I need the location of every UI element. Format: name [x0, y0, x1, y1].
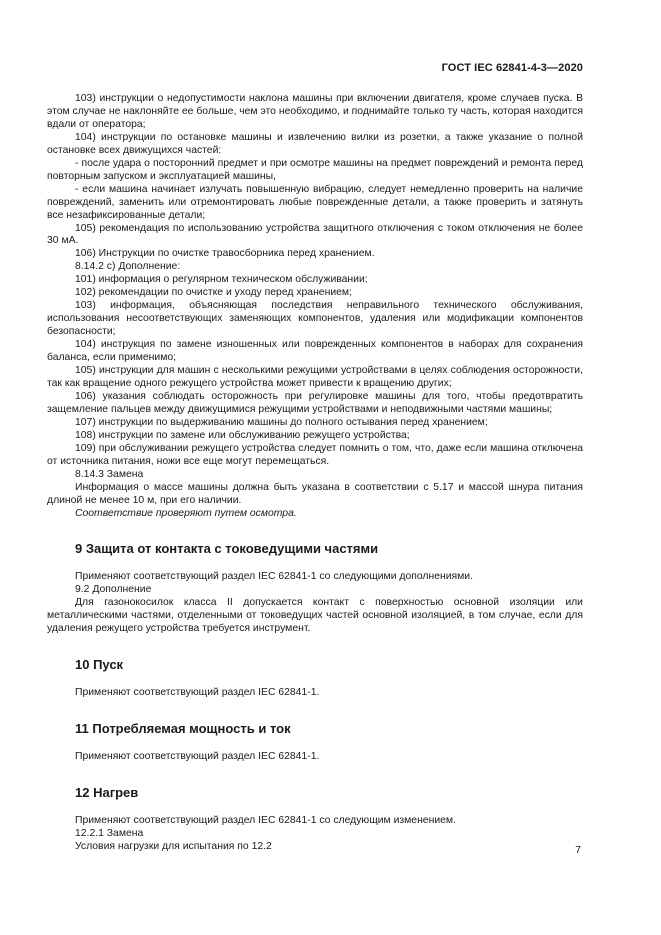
section-10-text: Применяют соответствующий раздел IEC 62841-1. — [75, 687, 320, 699]
page-number: 7 — [575, 845, 581, 856]
subclause-8-14-3: 8.14.3 Замена — [75, 468, 144, 480]
section-9-intro: Применяют соответствующий раздел IEC 62841-1 со следующими дополнениями. — [75, 571, 473, 583]
section-9-title: 9 Защита от контакта с токоведущими частями — [75, 541, 379, 557]
item-106: 106) Инструкции по очистке травосборника перед хранением. — [75, 248, 375, 260]
addition-103: 103) информация, объясняющая последствия неправильного технического обслуживания, использования несоответствующих заменяющих компонентов, удаления или модификации компонентов безопасности; — [47, 300, 583, 338]
subclause-8-14-3-text: Информация о массе машины должна быть указана в соответствии с 5.17 и массой шнура питания длиной не менее 10 м, при его наличии. — [47, 481, 583, 506]
document-body — [47, 93, 583, 854]
document-header: ГОСТ IEC 62841-4-3—2020 — [441, 62, 583, 74]
section-12-title: 12 Нагрев — [75, 785, 139, 801]
subclause-8-14-2-c: 8.14.2 c) Дополнение: — [75, 261, 181, 273]
addition-105: 105) инструкции для машин с несколькими режущими устройствами в целях соблюдения осторожности, так как вращение одного режущего устройства может привести к вращению других; — [47, 365, 583, 389]
item-104: 104) инструкции по остановке машины и извлечению вилки из розетки, а также указание о полной остановке всех движущихся частей: — [47, 131, 583, 156]
item-104-bullet-b: - если машина начинает излучать повышенную вибрацию, следует немедленно проверить на наличие повреждений, заменить или отремонтировать любые поврежденные детали, а также проверить и затянуть все незафиксированные детали; — [47, 183, 583, 221]
section-12-intro: Применяют соответствующий раздел IEC 62841-1 со следующим изменением. — [75, 815, 456, 827]
subclause-9-2-text: Для газонокосилок класса II допускается контакт с поверхностью основной изоляции или металлическими частями, отделенными от токоведущих частей основной изоляцией, в том случае, если для удаления режущего устройства требуется инструмент. — [47, 597, 583, 635]
addition-102: 102) рекомендации по очистке и уходу перед хранением; — [75, 287, 352, 299]
compliance-check: Соответствие проверяют путем осмотра. — [75, 507, 297, 519]
addition-109: 109) при обслуживании режущего устройства следует помнить о том, что, даже если машина отключена от источника питания, ножи все еще могут перемещаться. — [47, 442, 583, 467]
subclause-9-2: 9.2 Дополнение — [75, 584, 152, 596]
section-11-title: 11 Потребляемая мощность и ток — [75, 721, 291, 737]
section-11-text: Применяют соответствующий раздел IEC 62841-1. — [75, 751, 320, 763]
addition-106: 106) указания соблюдать осторожность при регулировке машины для того, чтобы предотвратить защемление пальцев между движущимися режущими устройствами и неподвижными частями машины; — [47, 390, 583, 415]
addition-107: 107) инструкции по выдерживанию машины до полного остывания перед хранением; — [75, 416, 488, 428]
section-10-title: 10 Пуск — [75, 657, 124, 673]
item-103: 103) инструкции о недопустимости наклона машины при включении двигателя, кроме случаев пуска. В этом случае не наклоняйте ее больше, чем это необходимо, и поднимайте только ту часть, которая находится вдали от оператора; — [47, 93, 583, 130]
addition-104: 104) инструкция по замене изношенных или поврежденных компонентов в наборах для сохранения баланса, если применимо; — [47, 339, 583, 364]
subclause-12-2-1-text: Условия нагрузки для испытания по 12.2 — [75, 841, 272, 853]
addition-108: 108) инструкции по замене или обслуживанию режущего устройства; — [75, 429, 410, 441]
item-104-bullet-a: - после удара о посторонний предмет и при осмотре машины на предмет повреждений и ремонта перед повторным запуском и эксплуатацией машины, — [47, 157, 583, 182]
item-105: 105) рекомендация по использованию устройства защитного отключения с током отключения не более 30 мА. — [47, 222, 583, 247]
addition-101: 101) информация о регулярном техническом обслуживании; — [75, 274, 368, 286]
subclause-12-2-1: 12.2.1 Замена — [75, 828, 144, 840]
